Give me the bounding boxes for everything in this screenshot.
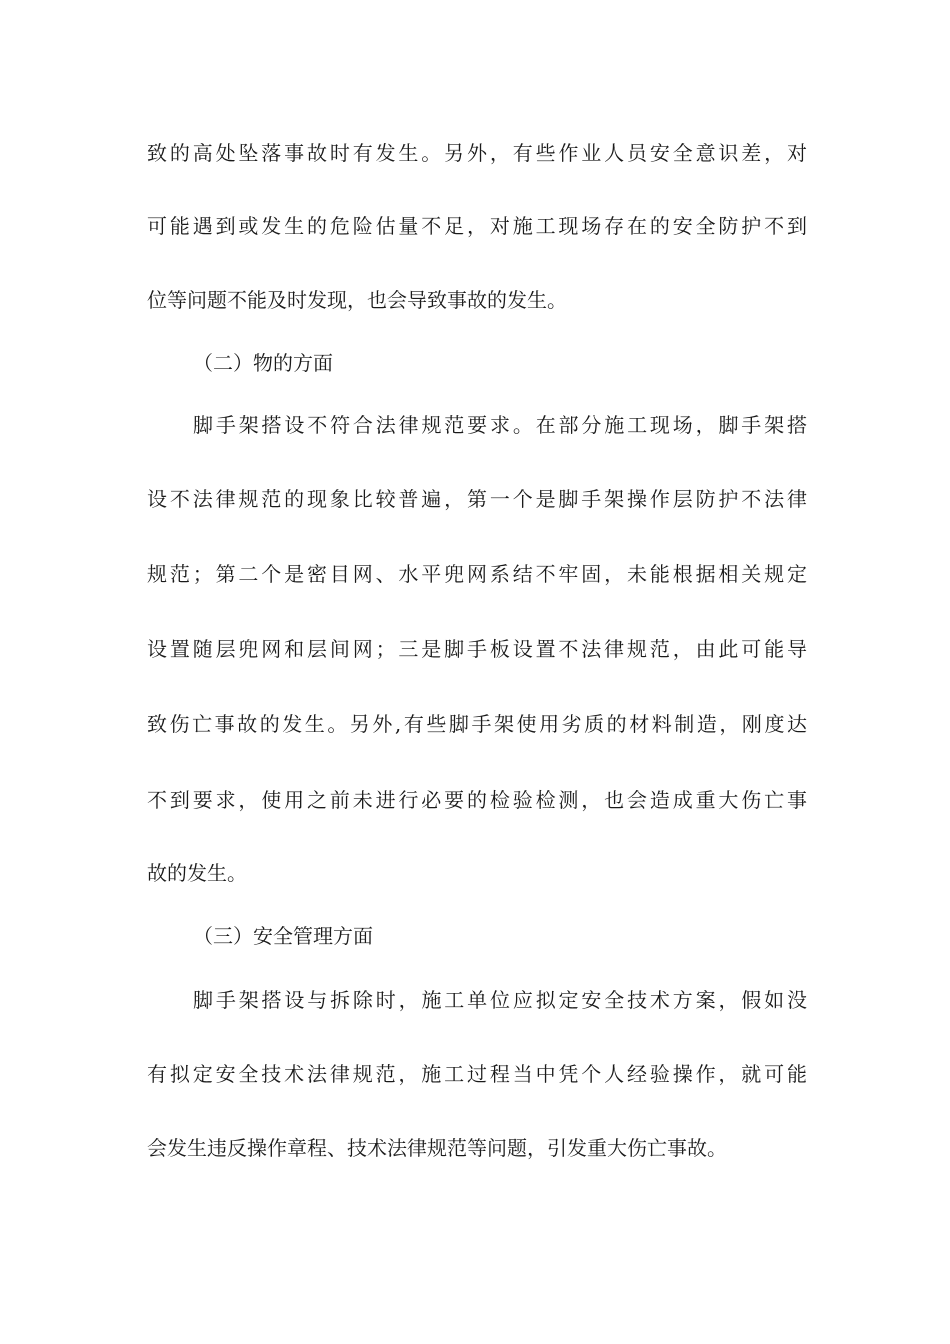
paragraph-line: 脚手架搭设与拆除时，施工单位应拟定安全技术方案，假如没 <box>193 988 807 1012</box>
paragraph-line: 设不法律规范的现象比较普遍，第一个是脚手架操作层防护不法律 <box>147 487 807 511</box>
paragraph-line: 不到要求，使用之前未进行必要的检验检测，也会造成重大伤亡事 <box>147 788 807 812</box>
section-heading: （二）物的方面 <box>193 351 333 375</box>
section-heading: （三）安全管理方面 <box>193 924 373 948</box>
paragraph-line: 可能遇到或发生的危险估量不足，对施工现场存在的安全防护不到 <box>147 214 807 238</box>
paragraph-line: 位等问题不能及时发现，也会导致事故的发生。 <box>147 288 567 312</box>
paragraph-line: 有拟定安全技术法律规范，施工过程当中凭个人经验操作，就可能 <box>147 1062 807 1086</box>
paragraph-line: 脚手架搭设不符合法律规范要求。在部分施工现场，脚手架搭 <box>193 413 807 437</box>
paragraph-line: 设置随层兜网和层间网；三是脚手板设置不法律规范，由此可能导 <box>147 637 807 661</box>
paragraph-line: 会发生违反操作章程、技术法律规范等问题，引发重大伤亡事故。 <box>147 1136 727 1160</box>
paragraph-line: 致伤亡事故的发生。另外,有些脚手架使用劣质的材料制造，刚度达 <box>147 712 807 736</box>
paragraph-line: 规范；第二个是密目网、水平兜网系结不牢固，未能根据相关规定 <box>147 562 807 586</box>
paragraph-line: 致的高处坠落事故时有发生。另外，有些作业人员安全意识差，对 <box>147 141 807 165</box>
paragraph-line: 故的发生。 <box>147 861 247 885</box>
